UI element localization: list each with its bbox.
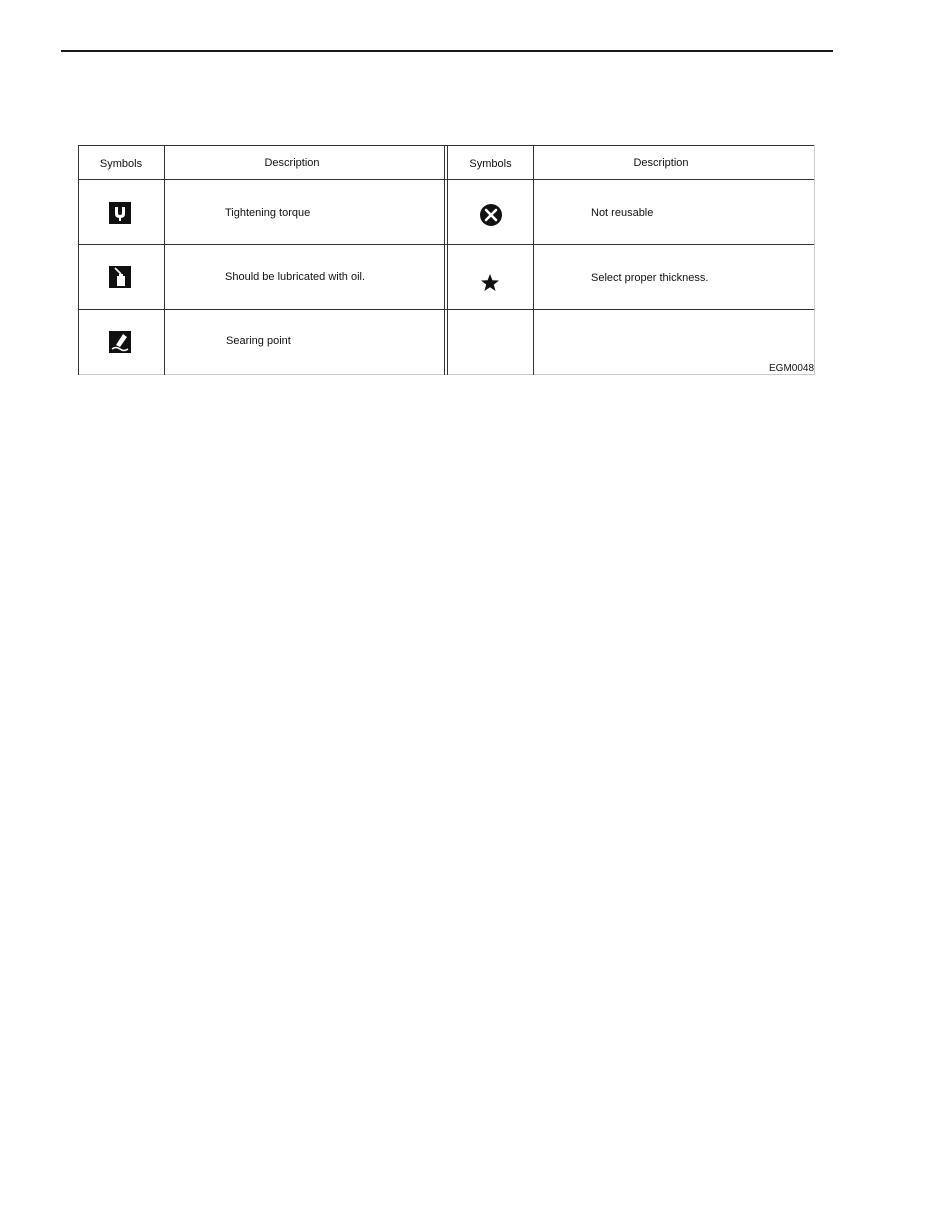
symbols-table: [78, 145, 815, 375]
row-2-right-description: Select proper thickness.: [591, 272, 709, 284]
figure-code: EGM0048: [769, 363, 815, 374]
header-symbols-left: Symbols: [99, 158, 143, 170]
wrench-icon: [109, 202, 131, 224]
circle-x-icon: [479, 203, 503, 227]
sealant-icon: [109, 331, 131, 353]
table-center-divider: [444, 145, 445, 375]
table-border-right: [814, 145, 815, 375]
header-description-left: Description: [264, 157, 320, 169]
oil-can-icon: [109, 266, 131, 288]
row-1-left-description: Tightening torque: [225, 207, 311, 219]
row-3-left-description: Searing point: [226, 335, 291, 347]
header-description-right: Description: [633, 157, 689, 169]
table-center-divider: [447, 145, 448, 375]
row-1-right-description: Not reusable: [591, 207, 654, 219]
top-rule: [61, 50, 833, 52]
table-border-left: [78, 145, 79, 375]
table-column-divider: [164, 145, 165, 375]
star-icon: [480, 273, 500, 293]
row-2-left-description: Should be lubricated with oil.: [225, 271, 366, 283]
table-column-divider: [533, 145, 534, 375]
header-symbols-right: Symbols: [469, 158, 512, 170]
